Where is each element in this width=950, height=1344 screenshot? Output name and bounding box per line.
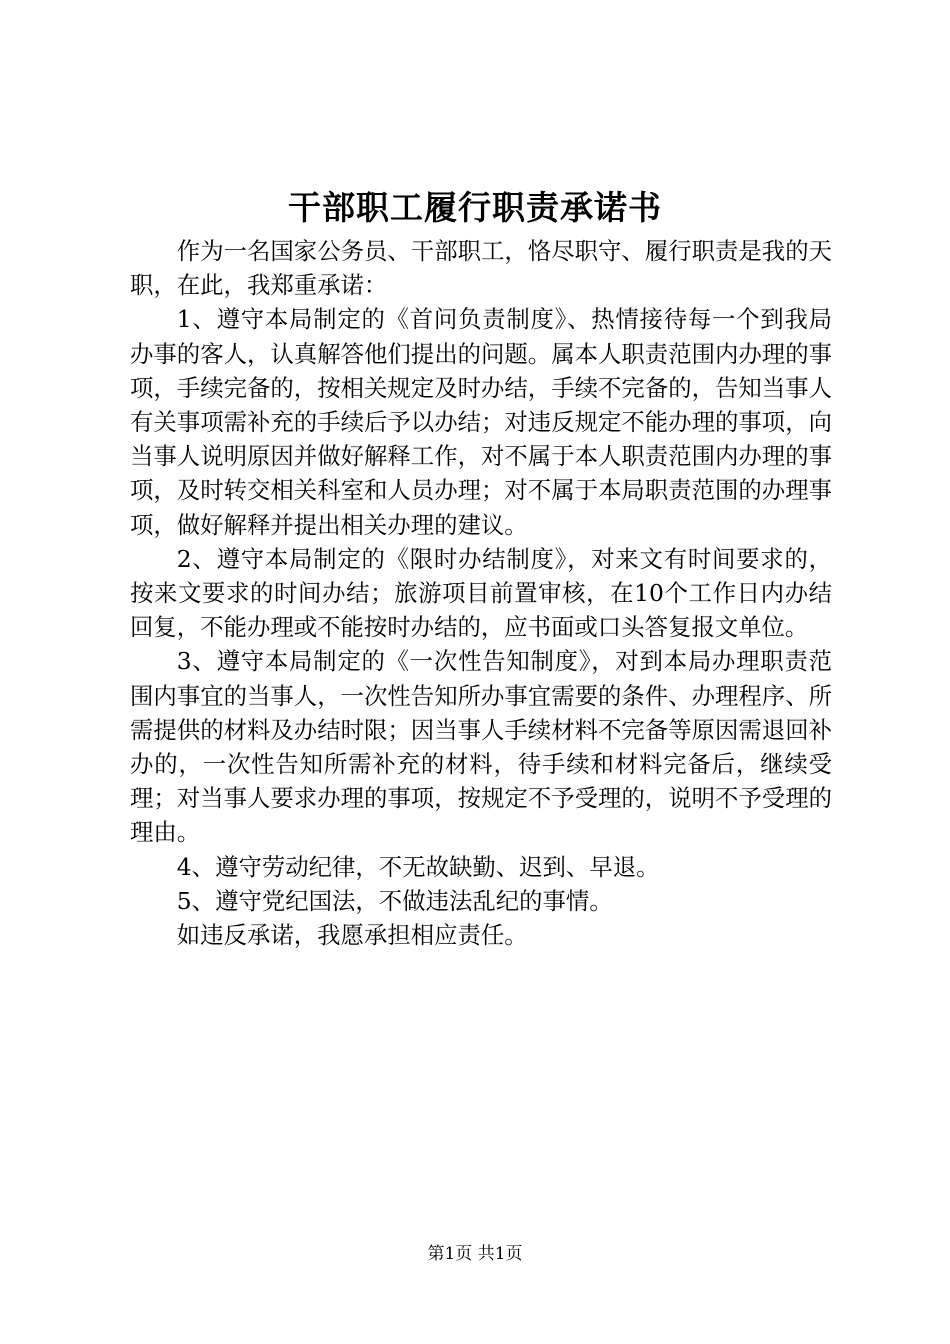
paragraph-item-4: 4、遵守劳动纪律，不无故缺勤、迟到、早退。 — [176, 852, 660, 881]
document-title: 干部职工履行职责承诺书 — [288, 188, 662, 227]
page-number-footer: 第1页 共1页 — [427, 1244, 523, 1264]
document-body — [130, 234, 832, 952]
paragraph-item-2: 2、遵守本局制定的《限时办结制度》，对来文有时间要求的，按来文要求的时间办结；旅游项目前置审核，在10个工作日内办结回复，不能办理或不能按时办结的，应书面或口头答复报文单位。 — [130, 544, 832, 642]
paragraph-item-1: 1、遵守本局制定的《首问负责制度》、热情接待每一个到我局办事的客人，认真解答他们提出的问题。属本人职责范围内办理的事项，手续完备的，按相关规定及时办结，手续不完备的，告知当事人有关事项需补充的手续后予以办结；对违反规定不能办理的事项，向当事人说明原因并做好解释工作，对不属于本人职责范围内办理的事项，及时转交相关科室和人员办理；对不属于本局职责范围的办理事项，做好解释并提出相关办理的建议。 — [130, 305, 832, 539]
paragraph-intro: 作为一名国家公务员、干部职工，恪尽职守、履行职责是我的天职，在此，我郑重承诺： — [130, 237, 832, 300]
paragraph-item-3: 3、遵守本局制定的《一次性告知制度》，对到本局办理职责范围内事宜的当事人，一次性告知所办事宜需要的条件、办理程序、所需提供的材料及办结时限；因当事人手续材料不完备等原因需退回补办的，一次性告知所需补充的材料，待手续和材料完备后，继续受理；对当事人要求办理的事项，按规定不予受理的，说明不予受理的理由。 — [130, 647, 832, 847]
paragraph-closing: 如违反承诺，我愿承担相应责任。 — [176, 921, 528, 950]
paragraph-item-5: 5、遵守党纪国法，不做违法乱纪的事情。 — [176, 886, 613, 915]
